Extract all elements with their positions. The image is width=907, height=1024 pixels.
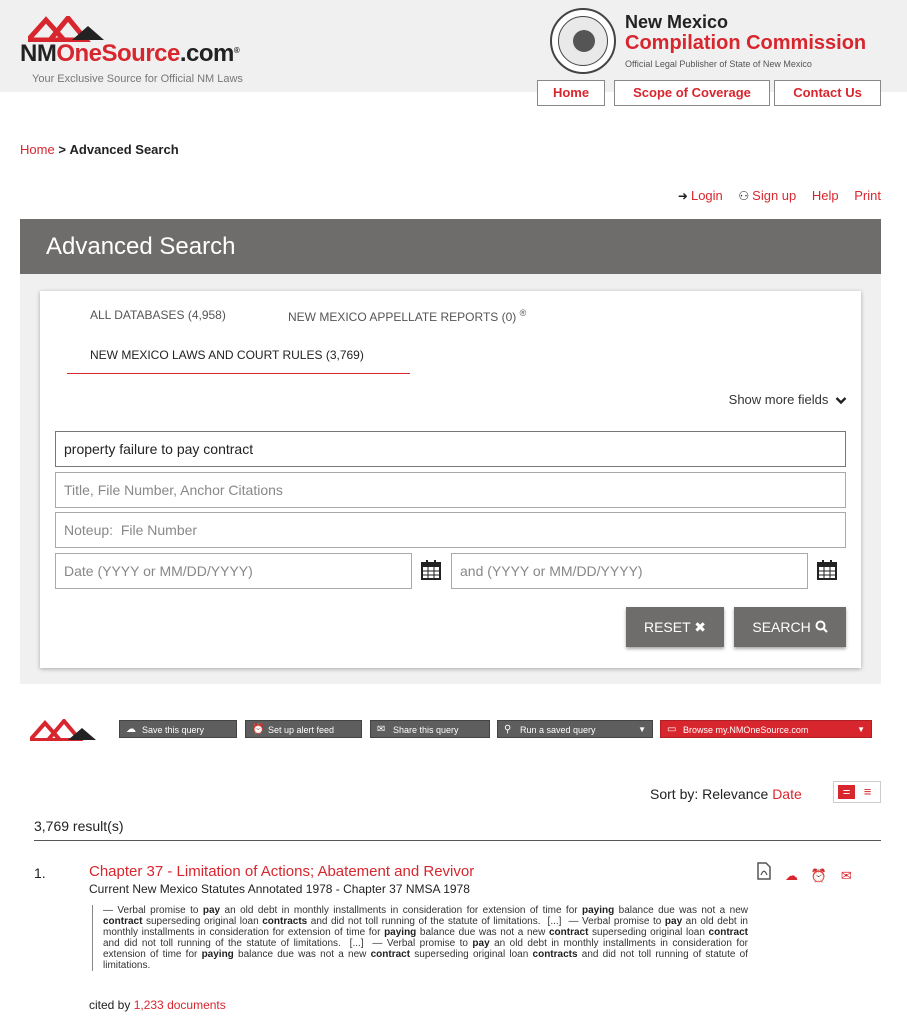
browse-my-nmonesource-dropdown[interactable] <box>660 720 872 738</box>
run-saved-query-dropdown[interactable] <box>497 720 653 738</box>
logo-tagline: Your Exclusive Source for Official NM Laws <box>32 73 243 85</box>
title-file-input[interactable] <box>55 472 846 508</box>
search-query-input[interactable] <box>55 431 846 467</box>
registered-mark: ® <box>519 308 527 318</box>
sort-by <box>650 786 802 802</box>
result-number: 1. <box>34 865 46 881</box>
search-button[interactable] <box>734 607 846 647</box>
result-title-link[interactable]: Chapter 37 - Limitation of Actions; Abatement and Revivor <box>89 863 475 880</box>
close-icon: ✖ <box>694 619 707 635</box>
share-query-button[interactable] <box>370 720 490 738</box>
show-more-fields-button[interactable] <box>729 392 847 407</box>
tab-all-databases[interactable]: ALL DATABASES (4,958) <box>90 308 226 322</box>
save-query-label: Save this query <box>142 725 205 735</box>
user-links <box>666 188 881 203</box>
sort-date-option[interactable]: Date <box>772 786 802 802</box>
share-query-label: Share this query <box>393 725 459 735</box>
breadcrumb-current: Advanced Search <box>69 142 179 157</box>
chevron-down-icon <box>835 396 847 405</box>
show-more-label: Show more fields <box>728 392 829 407</box>
tab-appellate-reports[interactable] <box>288 308 526 324</box>
cited-count-link[interactable]: 1,233 documents <box>133 998 226 1012</box>
user-plus-icon: ⚇ <box>738 189 750 203</box>
signup-label: Sign up <box>752 188 797 203</box>
print-link[interactable]: Print <box>854 188 881 203</box>
nmonesource-logo[interactable] <box>20 16 280 88</box>
search-icon: ⚲ <box>504 724 512 735</box>
result-count: 3,769 result(s) <box>34 818 124 834</box>
login-label: Login <box>690 188 723 203</box>
date-from-input[interactable] <box>55 553 412 589</box>
advanced-search-title: Advanced Search <box>46 233 236 260</box>
breadcrumb <box>20 142 179 157</box>
breadcrumb-separator: > <box>58 142 66 157</box>
envelope-icon: ✉ <box>377 724 386 735</box>
mountain-logo-icon <box>28 16 108 42</box>
date-to-input[interactable] <box>451 553 808 589</box>
site-header <box>0 0 907 92</box>
calendar-icon[interactable] <box>816 559 838 581</box>
caret-down-icon: ▼ <box>638 725 646 734</box>
sort-label: Sort by: <box>650 786 699 802</box>
help-link[interactable]: Help <box>811 188 839 203</box>
logo-onesource: OneSource <box>56 40 180 67</box>
search-card <box>40 291 861 668</box>
commission-line2: Compilation Commission <box>625 32 867 54</box>
search-label: SEARCH <box>752 619 811 635</box>
nav-contact-button[interactable]: Contact Us <box>774 80 881 106</box>
mountain-logo-icon <box>30 719 100 741</box>
cloud-upload-icon[interactable]: ☁ <box>784 868 798 883</box>
breadcrumb-home-link[interactable]: Home <box>20 142 55 157</box>
nav-home-button[interactable]: Home <box>537 80 605 106</box>
logo-registered-mark: ® <box>233 46 240 55</box>
folder-icon: ▭ <box>667 724 677 735</box>
tab-appellate-label: NEW MEXICO APPELLATE REPORTS (0) <box>288 310 517 324</box>
advanced-search-header <box>20 219 881 274</box>
logo-wordmark <box>20 40 239 68</box>
search-icon <box>815 620 828 633</box>
compact-view-icon[interactable]: = <box>838 785 855 799</box>
result-snippet: — Verbal promise to pay an old debt in monthly installments in consideration for extension of time for paying balance due was not a new contract superseding original loan contracts and did not toll running of the statute of limitations. [...] — Verbal promise to pay an old debt in monthly installments in consideration for extension of time for paying balance due was not a new contract superseding original loan contract and did not toll running of the statute of limitations. [...] — Verbal promise to pay an old debt in monthly installments in consideration for extension of time for paying balance due was not a new contract superseding original loan contracts and did not toll running of statute of limitations. <box>92 905 748 971</box>
advanced-search-body <box>20 274 881 684</box>
eagle-icon <box>573 30 595 52</box>
nav-scope-button[interactable]: Scope of Coverage <box>614 80 770 106</box>
cited-prefix: cited by <box>89 998 131 1012</box>
commission-line1: New Mexico <box>625 12 729 32</box>
alert-feed-button[interactable] <box>245 720 362 738</box>
list-view-icon[interactable]: ≡ <box>863 784 872 799</box>
seal-inner <box>558 16 608 66</box>
alarm-icon[interactable]: ⏰ <box>810 868 827 883</box>
commission-branding <box>625 12 895 69</box>
run-saved-query-label: Run a saved query <box>520 725 596 735</box>
envelope-icon[interactable]: ✉ <box>840 868 852 883</box>
view-toggle <box>833 781 881 803</box>
noteup-input[interactable] <box>55 512 846 548</box>
caret-down-icon: ▼ <box>857 725 865 734</box>
signup-link[interactable] <box>738 188 796 203</box>
logo-dotcom: .com <box>179 40 234 67</box>
save-query-button[interactable] <box>119 720 237 738</box>
login-link[interactable] <box>678 188 723 203</box>
sort-relevance-option[interactable]: Relevance <box>702 786 769 802</box>
result-cited-by <box>89 998 226 1012</box>
result-subtitle: Current New Mexico Statutes Annotated 1978 - Chapter 37 NMSA 1978 <box>89 882 470 896</box>
reset-label: RESET <box>643 619 691 635</box>
reset-button[interactable] <box>626 607 724 647</box>
divider <box>34 840 881 841</box>
alarm-icon: ⏰ <box>252 724 265 735</box>
logo-nm: NM <box>20 40 57 67</box>
calendar-icon[interactable] <box>420 559 442 581</box>
alert-feed-label: Set up alert feed <box>268 725 335 735</box>
tab-laws-court-rules[interactable]: NEW MEXICO LAWS AND COURT RULES (3,769) <box>90 348 364 362</box>
pdf-icon[interactable] <box>755 862 773 880</box>
active-tab-underline <box>67 373 410 374</box>
cloud-upload-icon: ☁ <box>126 724 136 735</box>
state-seal-icon <box>550 8 616 74</box>
sign-in-icon: ➜ <box>677 189 688 203</box>
commission-line3: Official Legal Publisher of State of New Mexico <box>625 59 812 69</box>
result-actions <box>755 862 860 882</box>
browse-label: Browse my.NMOneSource.com <box>683 725 809 735</box>
